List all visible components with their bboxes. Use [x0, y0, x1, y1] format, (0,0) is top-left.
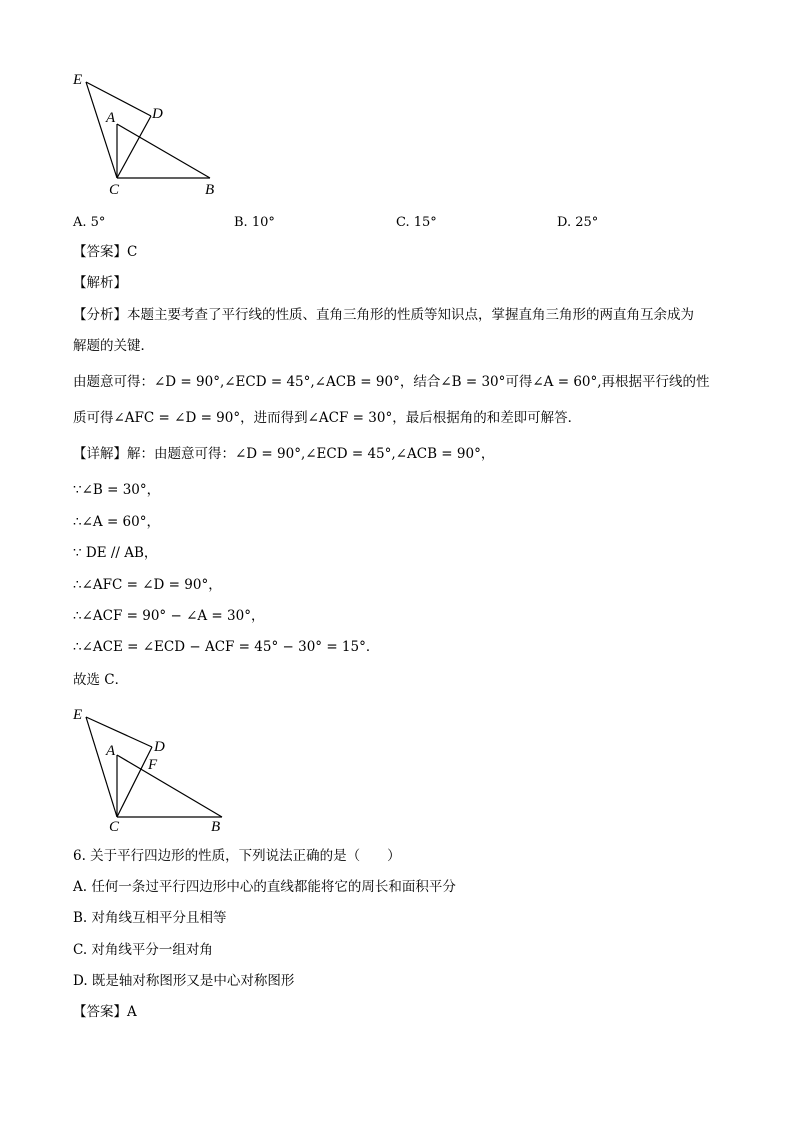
- label-D: D: [154, 739, 165, 755]
- label-A: A: [106, 743, 116, 759]
- analysis-line-1: 【分析】本题主要考查了平行线的性质、直角三角形的性质等知识点，掌握直角三角形的两直角互余成为: [73, 307, 694, 323]
- analysis-heading: 【解析】: [73, 275, 127, 291]
- label-F: F: [148, 757, 158, 773]
- segment-DC: [117, 116, 151, 178]
- detail-line-7: ∴∠ACE = ∠ECD − ACF = 45° − 30° = 15°．: [73, 639, 380, 655]
- detail-line-5: ∴∠AFC = ∠D = 90°，: [73, 577, 222, 593]
- label-E: E: [73, 707, 83, 723]
- label-B: B: [211, 819, 221, 833]
- detail-line-4: ∵ DE // AB，: [73, 545, 158, 561]
- question-6-option-c: C. 对角线平分一组对角: [73, 942, 213, 958]
- option-b: B. 10°: [234, 215, 275, 230]
- segment-ED: [86, 717, 152, 747]
- question-6-option-a: A. 任何一条过平行四边形中心的直线都能将它的周长和面积平分: [73, 879, 456, 895]
- label-D: D: [152, 106, 163, 122]
- answer-label: 【答案】C: [73, 244, 138, 260]
- label-C: C: [109, 182, 120, 198]
- question-6-answer: 【答案】A: [73, 1004, 137, 1020]
- detail-line-1: 【详解】解：由题意可得：∠D = 90°,∠ECD = 45°,∠ACB = 90°，: [73, 446, 495, 462]
- conclusion-line: 故选 C．: [73, 672, 129, 688]
- detail-line-3: ∴∠A = 60°，: [73, 514, 160, 530]
- segment-AB: [117, 124, 210, 178]
- option-a: A. 5°: [73, 215, 106, 230]
- analysis-line-3: 由题意可得：∠D = 90°,∠ECD = 45°,∠ACB = 90°，结合∠B = 30°可得∠A = 60°,再根据平行线的性: [73, 374, 710, 390]
- label-E: E: [73, 72, 83, 88]
- question-6-stem: 6. 关于平行四边形的性质，下列说法正确的是（ ）: [73, 848, 401, 864]
- segment-EC: [86, 717, 117, 817]
- label-A: A: [106, 110, 116, 126]
- geometry-figure-1: [70, 68, 250, 198]
- analysis-line-4: 质可得∠AFC = ∠D = 90°，进而得到∠ACF = 30°，最后根据角的和差即可解答．: [73, 410, 582, 426]
- detail-line-6: ∴∠ACF = 90° − ∠A = 30°，: [73, 608, 265, 624]
- question-6-option-b: B. 对角线互相平分且相等: [73, 910, 227, 926]
- label-B: B: [205, 182, 215, 198]
- geometry-figure-2: [70, 703, 260, 833]
- detail-line-2: ∵∠B = 30°，: [73, 482, 161, 498]
- analysis-line-2: 解题的关键．: [73, 338, 154, 354]
- question-6-option-d: D. 既是轴对称图形又是中心对称图形: [73, 973, 295, 989]
- option-c: C. 15°: [396, 215, 437, 230]
- label-C: C: [109, 819, 120, 833]
- option-d: D. 25°: [557, 215, 599, 230]
